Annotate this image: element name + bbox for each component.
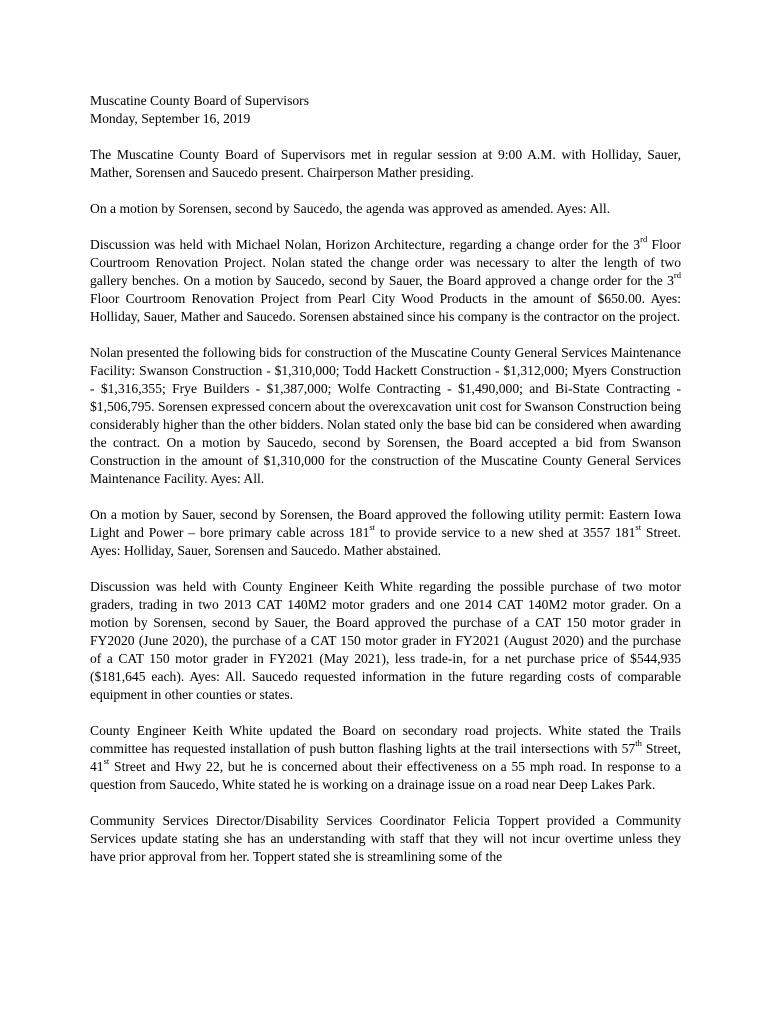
paragraph bbox=[90, 344, 681, 488]
paragraph bbox=[90, 578, 681, 704]
ordinal-suffix: th bbox=[635, 738, 642, 749]
paragraph-text: Discussion was held with County Engineer Keith White regarding the possible purchase of two motor graders, trading in two 2013 CAT 140M2 motor graders and one 2014 CAT 140M2 motor grader. On a motion by Sorensen, second by Sauer, the Board approved the purchase of a CAT 150 motor grader in FY2020 (June 2020), the purchase of a CAT 150 motor grader in FY2021 (August 2020) and the purchase of a CAT 150 motor grader in FY2021 (May 2021), less trade-in, for a net purchase price of $544,935 ($181,645 each). Ayes: All. Saucedo requested information in the future regarding costs of comparable equipment in other counties or states. bbox=[90, 579, 681, 702]
ordinal-suffix: st bbox=[103, 756, 110, 767]
paragraph bbox=[90, 812, 681, 866]
paragraph-text: The Muscatine County Board of Supervisors met in regular session at 9:00 A.M. with Holliday, Sauer, Mather, Sorensen and Saucedo present. Chairperson Mather presiding. bbox=[90, 147, 681, 180]
paragraph bbox=[90, 200, 681, 218]
paragraph-text: County Engineer Keith White updated the Board on secondary road projects. White stated the Trails committee has requested installation of push button flashing lights at the trail intersections with 57 bbox=[90, 723, 681, 756]
paragraph bbox=[90, 236, 681, 326]
paragraph-text: Street and Hwy 22, but he is concerned about their effectiveness on a 55 mph road. In response to a question from Saucedo, White stated he is working on a drainage issue on a road near Deep Lakes Park. bbox=[90, 759, 681, 792]
minutes-body bbox=[90, 92, 681, 884]
paragraph-text: Street. Ayes: Holliday, Sauer, Sorensen and Saucedo. Mather abstained. bbox=[90, 525, 681, 558]
ordinal-suffix: rd bbox=[673, 270, 681, 281]
paragraph-text: Discussion was held with Michael Nolan, Horizon Architecture, regarding a change order for the 3 bbox=[90, 237, 641, 252]
paragraph-text: On a motion by Sauer, second by Sorensen, the Board approved the following utility permit: Eastern Iowa Light and Power – bore primary cable across 181 bbox=[90, 507, 681, 540]
paragraph-text: On a motion by Sorensen, second by Saucedo, the agenda was approved as amended. Ayes: All. bbox=[90, 201, 611, 216]
paragraph-text: Street, 41 bbox=[90, 741, 681, 774]
paragraph bbox=[90, 722, 681, 794]
meeting-date: Monday, September 16, 2019 bbox=[90, 111, 251, 126]
paragraph-text: Floor Courtroom Renovation Project from Pearl City Wood Products in the amount of $650.00. Ayes: Holliday, Sauer, Mather and Saucedo. Sorensen abstained since his company is the contractor on the project. bbox=[90, 291, 681, 324]
paragraph-text: to provide service to a new shed at 3557 181 bbox=[375, 525, 636, 540]
ordinal-suffix: st bbox=[635, 522, 642, 533]
ordinal-suffix: st bbox=[369, 522, 376, 533]
paragraph bbox=[90, 506, 681, 560]
board-name: Muscatine County Board of Supervisors bbox=[90, 93, 309, 108]
paragraph-text: Floor Courtroom Renovation Project. Nolan stated the change order was necessary to alter the length of two gallery benches. On a motion by Saucedo, second by Sauer, the Board approved a change order for the 3 bbox=[90, 237, 682, 288]
paragraph-text: Community Services Director/Disability Services Coordinator Felicia Toppert provided a Community Services update stating she has an understanding with staff that they will not incur overtime unless they have prior approval from her. Toppert stated she is streamlining some of the bbox=[90, 813, 681, 864]
paragraph-text: Nolan presented the following bids for construction of the Muscatine County General Services Maintenance Facility: Swanson Construction - $1,310,000; Todd Hackett Construction - $1,312,000; Myers Construction - $1,316,355; Frye Builders - $1,387,000; Wolfe Contracting - $1,490,000; and Bi-State Contracting - $1,506,795. Sorensen expressed concern about the overexcavation unit cost for Swanson Construction being considerably higher than the other bidders. Nolan stated only the base bid can be considered when awarding the contract. On a motion by Saucedo, second by Sorensen, the Board accepted a bid from Swanson Construction in the amount of $1,310,000 for the construction of the Muscatine County General Services Maintenance Facility. Ayes: All. bbox=[90, 345, 681, 486]
paragraph bbox=[90, 146, 681, 182]
ordinal-suffix: rd bbox=[640, 234, 648, 245]
